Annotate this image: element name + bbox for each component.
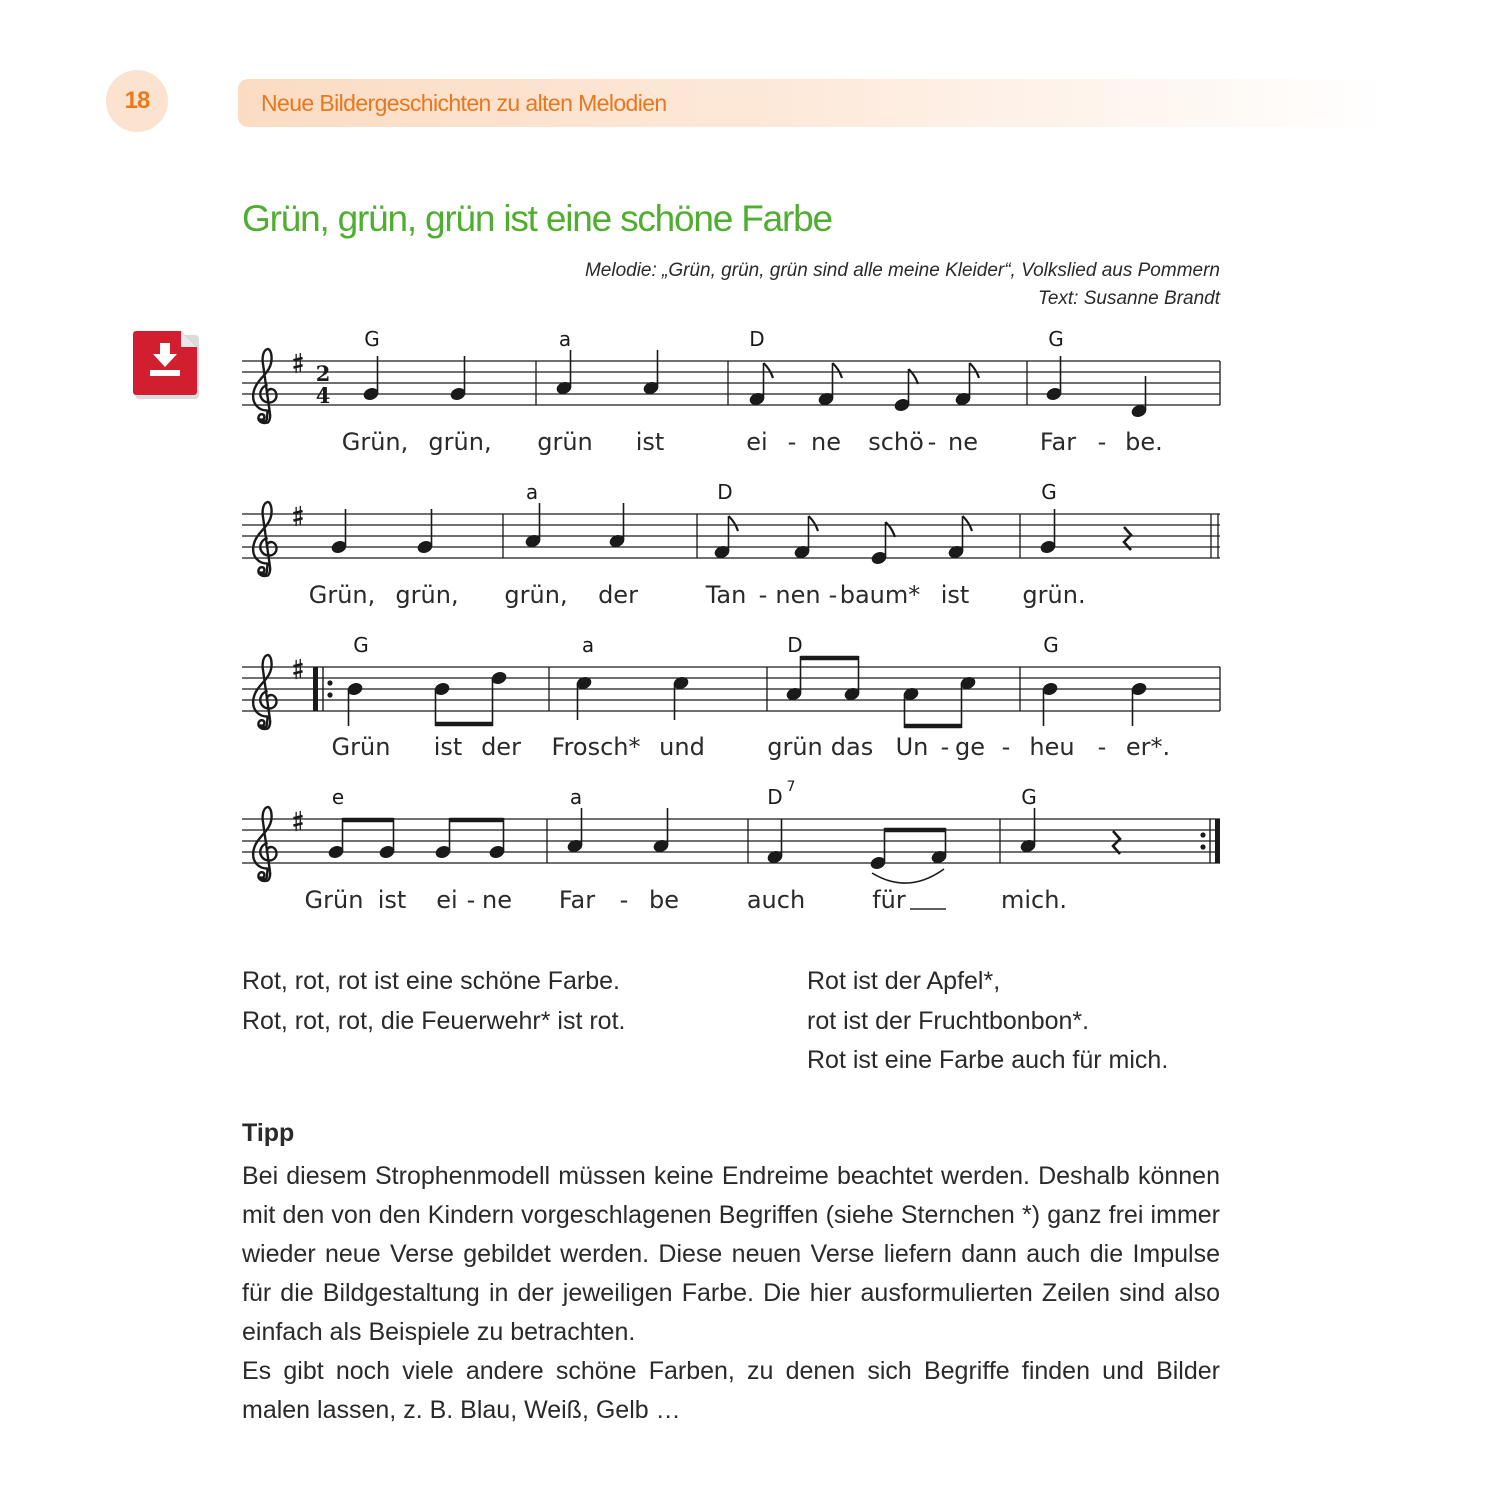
lyric-syllable: be. <box>1125 428 1163 456</box>
lyric-syllable: be <box>649 886 679 914</box>
time-signature-top: 2 <box>315 361 331 386</box>
note-flag <box>963 516 973 531</box>
note-flag <box>886 522 896 537</box>
staff-1 <box>242 327 1220 456</box>
chord: G <box>1041 480 1057 504</box>
page-number: 18 <box>106 70 168 132</box>
lyric-syllable: Grün, <box>341 428 409 456</box>
note-flag <box>764 363 774 378</box>
lyric-syllable: Tan <box>705 581 747 609</box>
lyric-syllable: das <box>830 733 874 761</box>
sharp-icon <box>293 811 302 831</box>
slur <box>872 869 944 883</box>
note-flag <box>729 516 739 531</box>
staff-4 <box>242 779 1220 914</box>
chord: G <box>1021 785 1037 809</box>
lyric-hyphen: - <box>828 581 838 609</box>
lyric-syllable: Grün, <box>308 581 376 609</box>
chord: G <box>1043 633 1059 657</box>
lyric-hyphen: - <box>758 581 768 609</box>
note-flag <box>909 369 919 384</box>
treble-clef-icon <box>253 502 276 576</box>
verse-right <box>807 962 1168 1081</box>
sharp-icon <box>293 353 302 373</box>
lyric-syllable: ist <box>377 886 407 914</box>
lyric-syllable: der <box>598 581 638 609</box>
lyric-syllable: mich. <box>1000 886 1068 914</box>
lyric-syllable: Grün <box>304 886 364 914</box>
chord-superscript: 7 <box>786 779 796 795</box>
sharp-icon <box>293 506 302 526</box>
lyric-syllable: der <box>481 733 521 761</box>
lyric-hyphen: - <box>927 428 937 456</box>
tip-heading: Tipp <box>242 1119 295 1147</box>
note-flag <box>809 516 819 531</box>
lyric-syllable: schö <box>868 428 924 456</box>
time-signature-bottom: 4 <box>315 383 331 408</box>
verse-line: Rot ist eine Farbe auch für mich. <box>807 1046 1169 1074</box>
verse-left <box>242 962 625 1041</box>
tip-paragraph: Es gibt noch viele andere schöne Farben, zu denen sich Begriffe finden und Bilder malen lassen, z. B. Blau, Weiß, Gelb … <box>242 1357 1220 1424</box>
tip-text <box>242 1157 1220 1430</box>
note-flag <box>833 363 843 378</box>
lyric-syllable: ist <box>635 428 665 456</box>
lyric-hyphen: - <box>1097 733 1107 761</box>
staff-2 <box>242 480 1220 609</box>
rest <box>1113 831 1120 854</box>
chord: D <box>767 785 783 809</box>
lyric-syllable: grün. <box>1022 581 1086 609</box>
chord: G <box>364 327 380 351</box>
lyric-syllable: baum* <box>839 581 921 609</box>
tip-paragraph: Bei diesem Strophenmodell müssen keine Endreime beachtet werden. Deshalb können mit den von den Kindern vorgeschlagenen Begriffen (siehe Sternchen *) ganz frei immer wieder neue Verse gebildet werden. Diese neuen Verse liefern dann auch die Impulse für die Bildgestaltung in der jeweiligen Farbe. Die hier ausformulierten Zeilen sind also einfach als Beispiele zu betrachten. <box>242 1162 1220 1346</box>
verse-line: Rot, rot, rot ist eine schöne Farbe. <box>242 967 620 995</box>
chord: D <box>717 480 733 504</box>
treble-clef-icon <box>253 807 276 881</box>
lyric-syllable: ne <box>948 428 978 456</box>
lyric-syllable: er*. <box>1125 733 1171 761</box>
chord: G <box>1048 327 1064 351</box>
lyric-syllable: Frosch* <box>551 733 641 761</box>
treble-clef-icon <box>253 655 276 729</box>
lyric-syllable: grün, <box>395 581 459 609</box>
lyric-syllable: ist <box>433 733 463 761</box>
lyric-syllable: auch <box>746 886 806 914</box>
lyric-syllable: grün <box>767 733 823 761</box>
lyric-syllable: Grün <box>331 733 391 761</box>
lyric-syllable: ist <box>940 581 970 609</box>
lyric-syllable: Un <box>895 733 929 761</box>
lyric-hyphen: - <box>619 886 629 914</box>
lyric-hyphen: - <box>787 428 797 456</box>
lyric-syllable: und <box>659 733 705 761</box>
lyric-hyphen: - <box>466 886 476 914</box>
lyric-syllable: ne <box>482 886 512 914</box>
lyric-hyphen: - <box>1001 733 1011 761</box>
lyric-syllable: grün <box>537 428 593 456</box>
chord: a <box>581 633 595 657</box>
lyric-syllable: ei <box>746 428 768 456</box>
chord: a <box>525 480 539 504</box>
lyric-syllable: grün, <box>504 581 568 609</box>
verse-line: rot ist der Fruchtbonbon*. <box>807 1006 1090 1035</box>
verse-line: Rot ist der Apfel*, <box>807 967 1001 995</box>
chapter-title: Neue Bildergeschichten zu alten Melodien <box>261 90 667 116</box>
lyric-syllable: nen <box>775 581 821 609</box>
lyric-syllable: für <box>872 886 906 914</box>
melody-credit: Melodie: „Grün, grün, grün sind alle meine Kleider“, Volkslied aus Pommern <box>584 260 1220 281</box>
chord: D <box>749 327 765 351</box>
lyric-syllable: ne <box>811 428 841 456</box>
lyric-syllable: heu <box>1029 733 1075 761</box>
text-credit: Text: Susanne Brandt <box>1037 288 1220 309</box>
lyric-syllable: Far <box>558 886 596 914</box>
song-title: Grün, grün, grün ist eine schöne Farbe <box>242 198 832 239</box>
lyric-syllable: ge <box>955 733 985 761</box>
lyric-syllable: grün, <box>428 428 492 456</box>
lyric-hyphen: - <box>1097 428 1107 456</box>
chord: G <box>353 633 369 657</box>
staff-3 <box>242 633 1220 761</box>
chord: D <box>787 633 803 657</box>
chord: a <box>558 327 572 351</box>
treble-clef-icon <box>253 349 276 423</box>
lyric-hyphen: - <box>940 733 950 761</box>
lyric-syllable: ei <box>436 886 458 914</box>
chord: e <box>331 785 345 809</box>
verse-line: Rot, rot, rot, die Feuerwehr* ist rot. <box>242 1006 626 1035</box>
note-flag <box>970 363 980 378</box>
sharp-icon <box>293 659 302 679</box>
chord: a <box>569 785 583 809</box>
lyric-syllable: Far <box>1039 428 1077 456</box>
